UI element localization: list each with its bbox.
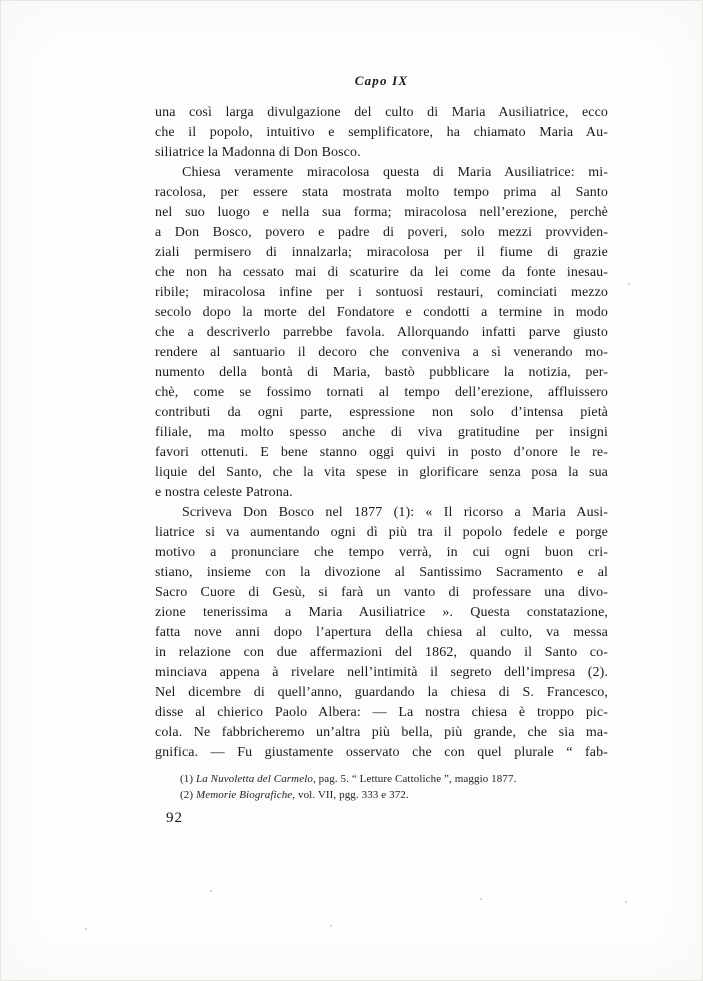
scan-speck (480, 898, 482, 900)
footnote (180, 788, 608, 804)
scan-speck (85, 928, 87, 930)
footnote-title: Memorie Biografiche (195, 788, 293, 801)
text-line: favori ottenuti. E bene stanno oggi quivi in posto d’onore le re- (155, 445, 608, 460)
text-line: Sacro Cuore di Gesù, si farà un vanto di professare una divo- (155, 585, 608, 600)
footnote-title: La Nuvoletta del Carmelo (195, 773, 313, 785)
text-line: ziali permisero di innalzarla; miracolosa per il fiume di grazie (155, 245, 608, 260)
text-line: Scriveva Don Bosco nel 1877 (1): « Il ricorso a Maria Ausi- (182, 505, 608, 520)
text-line: numento della bontà di Maria, bastò pubblicare la notizia, per- (155, 365, 608, 380)
text-line: che a descriverlo parrebbe favola. Allorquando infatti parve giusto (155, 325, 608, 340)
text-line: e nostra celeste Patrona. (155, 485, 293, 500)
text-line: una così larga divulgazione del culto di Maria Ausiliatrice, ecco (155, 105, 608, 120)
paragraph (155, 103, 608, 163)
text-line: a Don Bosco, povero e padre di poveri, solo mezzi provviden- (155, 225, 608, 240)
footnote-marker: (2) (180, 788, 196, 801)
text-line: zione tenerissima a Maria Ausiliatrice ». Questa constatazione, (155, 605, 608, 620)
text-line: chè, come se fossimo tornati al tempo dell’erezione, affluissero (155, 385, 608, 400)
text-line: filiale, ma molto spesso anche di viva gratitudine per insigni (155, 425, 608, 440)
text-line: Chiesa veramente miracolosa questa di Maria Ausiliatrice: mi- (182, 165, 608, 180)
text-line: siliatrice la Madonna di Don Bosco. (155, 145, 361, 160)
running-head: Capo IX (354, 73, 409, 88)
text-line: minciava appena à rivelare nell’intimità il segreto dell’impresa (2). (155, 665, 608, 680)
text-line: gnifica. — Fu giustamente osservato che con quel plurale “ fab- (155, 745, 608, 760)
text-line: liatrice si va aumentando ogni dì più tra il popolo fedele e porge (155, 525, 608, 540)
scan-speck (628, 283, 630, 285)
text-line: che non ha cessato mai di scaturire da lei come da fonte inesau- (155, 265, 608, 280)
footnote-marker: (1) (180, 773, 196, 785)
footnote (180, 772, 608, 788)
text-line: rendere al santuario il decoro che conveniva a sì venerando mo- (155, 345, 608, 360)
text-line: che il popolo, intuitivo e semplificatore, ha chiamato Maria Au- (155, 125, 608, 140)
text-line: Nel dicembre di quell’anno, guardando la chiesa di S. Francesco, (155, 685, 608, 700)
page-content (155, 74, 608, 803)
paragraph (155, 503, 608, 763)
footnote-text: , vol. VII, pgg. 333 e 372. (292, 788, 409, 801)
scan-speck (625, 901, 627, 903)
footnote-text: , pag. 5. “ Letture Cattoliche ”, maggio 1877. (312, 773, 517, 785)
text-line: nel suo luogo e nella sua forma; miracolosa nell’erezione, perchè (155, 205, 608, 220)
paragraph (155, 163, 608, 503)
text-line: ribile; miracolosa infine per i sontuosi restauri, cominciati mezzo (155, 285, 608, 300)
footnotes (155, 772, 608, 803)
text-line: in relazione con due affermazioni del 1862, quando il Santo co- (155, 645, 608, 660)
page-number: 92 (166, 810, 183, 826)
scan-speck (210, 890, 212, 892)
text-line: liquie del Santo, che la vita spese in glorificare senza posa la sua (155, 465, 608, 480)
text-line: motivo a pronunciare che tempo verrà, in cui ogni buon cri- (155, 545, 608, 560)
body-text (155, 103, 608, 763)
text-line: secolo dopo la morte del Fondatore e condotti a termine in modo (155, 305, 608, 320)
text-line: racolosa, per essere stata mostrata molto tempo prima al Santo (155, 185, 608, 200)
text-line: cola. Ne fabbricheremo un’altra più bella, più grande, che sia ma- (155, 725, 608, 740)
scan-speck (330, 925, 332, 927)
text-line: stiano, insieme con la divozione al Santissimo Sacramento e al (155, 565, 608, 580)
text-line: disse al chierico Paolo Albera: — La nostra chiesa è troppo pic- (155, 705, 608, 720)
text-line: contributi da ogni parte, espressione non solo d’intensa pietà (155, 405, 608, 420)
text-line: fatta nove anni dopo l’apertura della chiesa al culto, va messa (155, 625, 608, 640)
